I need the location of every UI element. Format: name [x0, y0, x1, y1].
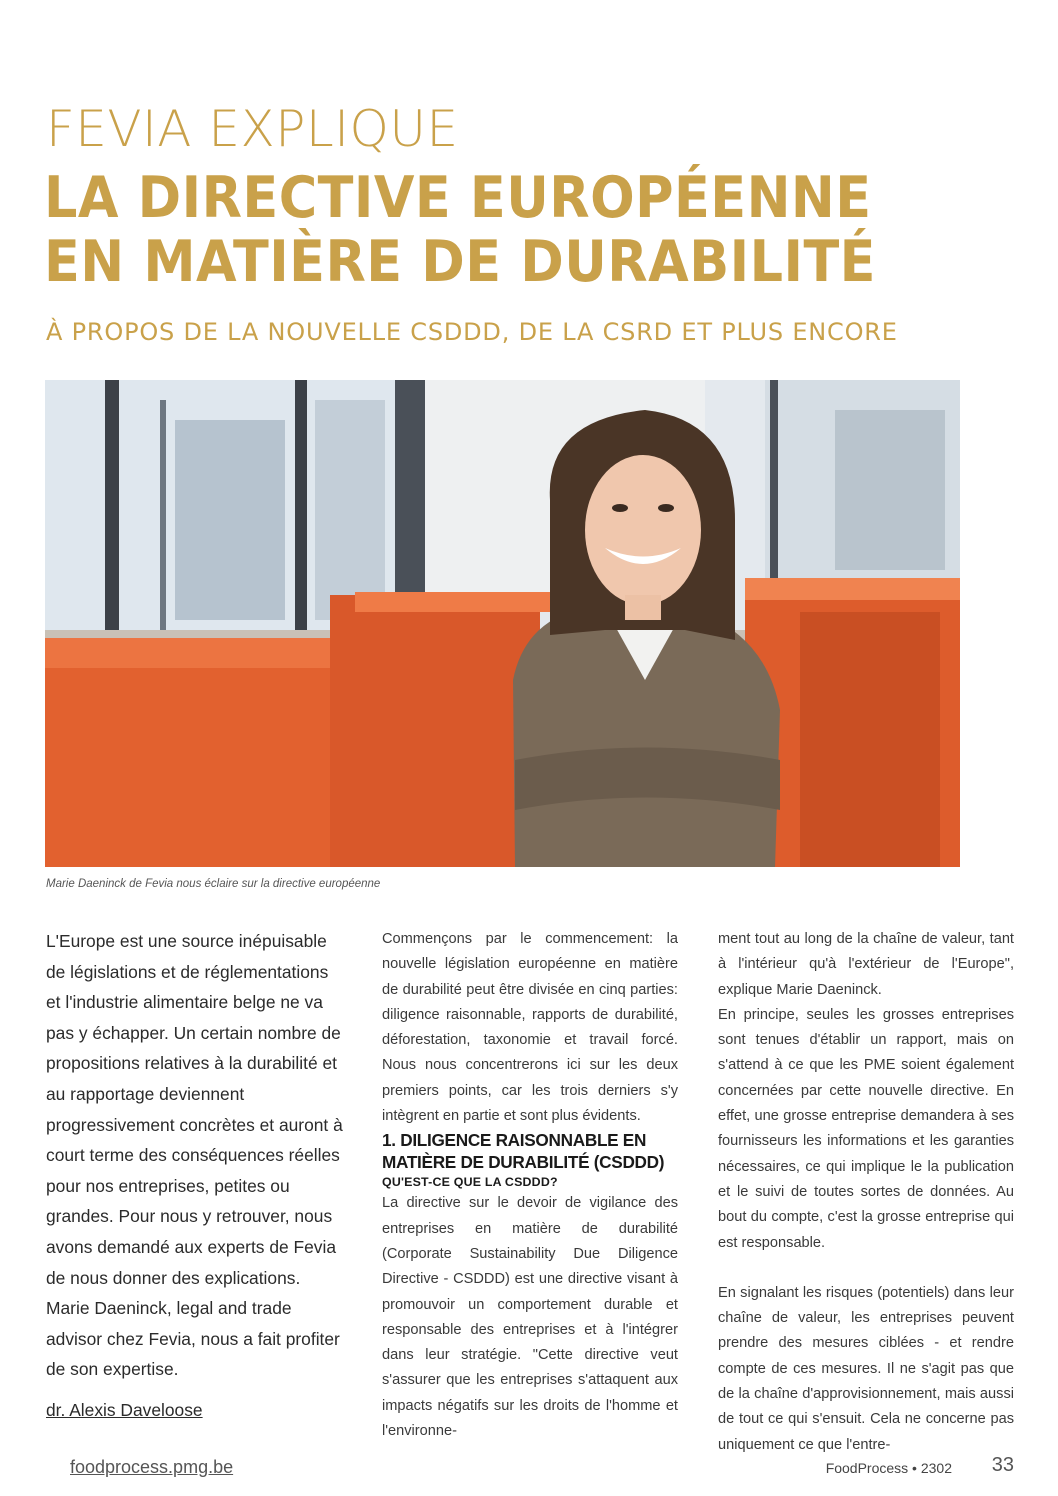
article-column-2 [382, 927, 678, 1444]
page-number: 33 [991, 1454, 1014, 1476]
paragraph: En signalant les risques (potentiels) dans leur chaîne de valeur, les entreprises peuvent prendre des mesures ciblées - et rendre compte de ces mesures. Il ne s'agit pas que de la chaîne d'approvisionnement, mais aussi de tout ce qui s'ensuit. Cela ne concerne pas uniquement ce que l'entre- [718, 1284, 1014, 1453]
intro-paragraph: L'Europe est une source inépuisable de législations et de réglementations et l'industrie alimentaire belge ne va pas y échapper. Un certain nombre de propositions relatives à la durabilité et au rapportage deviennent progressivement concrètes et auront à court terme des conséquences réelles pour nos entreprises, petites ou grandes. Pour nous y retrouver, nous avons demandé aux experts de Fevia de nous donner des explications. Marie Daeninck, legal and trade advisor chez Fevia, nous a fait profiter de son expertise. [46, 931, 343, 1380]
page-title-line-1: LA DIRECTIVE EUROPÉENNE [44, 165, 872, 231]
photo-caption: Marie Daeninck de Fevia nous éclaire sur la directive européenne [46, 878, 381, 890]
page-title [44, 166, 927, 294]
subtitle: À PROPOS DE LA NOUVELLE CSDDD, DE LA CSRD ET PLUS ENCORE [46, 318, 898, 346]
section-subheading: QU'EST-CE QUE LA CSDDD? [382, 1175, 558, 1190]
article-column-3 [718, 927, 1014, 1458]
author-link[interactable]: dr. Alexis Daveloose [46, 1400, 203, 1420]
paragraph: La directive sur le devoir de vigilance des entreprises en matière de durabilité (Corporate Sustainability Due Diligence Directive - CSDDD) est une directive visant à promouvoir un comportement durable et responsable des entreprises et à l'intégrer dans leur stratégie. "Cette directive veut s'assurer que les entreprises s'attaquent aux impacts négatifs sur les droits de l'homme et l'environne- [382, 1195, 678, 1440]
footer-magazine: FoodProcess • 2302 [825, 1460, 952, 1476]
intro-text [46, 926, 346, 1385]
paragraph: Commençons par le commencement: la nouvelle législation européenne en matière de durabilité peut être divisée en cinq parties: diligence raisonnable, rapports de durabilité, déforestation, taxonomie et travail forcé. Nous nous concentrerons ici sur les deux premiers points, car les trois derniers s'y intègrent en partie et sont plus évidents. [382, 931, 678, 1125]
paragraph-gap [718, 1256, 1014, 1281]
paragraph: ment tout au long de la chaîne de valeur, tant à l'intérieur qu'à l'extérieur de l'Europe", explique Marie Daeninck. [718, 931, 1014, 998]
kicker: FEVIA EXPLIQUE [46, 100, 459, 158]
portrait-photo [45, 380, 960, 867]
paragraph: En principe, seules les grosses entreprises sont tenues d'établir un rapport, mais on s'attend à ce que les PME soient également concernées par cette nouvelle directive. En effet, une grosse entreprise demandera à ses fournisseurs les informations et les garanties nécessaires, ce qui implique le la publication et le suivi de toutes sortes de données. Au bout du compte, c'est la grosse entreprise qui est responsable. [718, 1006, 1014, 1251]
page-title-line-2: EN MATIÈRE DE DURABILITÉ [44, 229, 876, 295]
portrait-illustration [45, 380, 960, 867]
footer-url-link[interactable]: foodprocess.pmg.be [70, 1457, 234, 1477]
section-heading: 1. DILIGENCE RAISONNABLE EN MATIÈRE DE DURABILITÉ (CSDDD) [382, 1130, 665, 1173]
